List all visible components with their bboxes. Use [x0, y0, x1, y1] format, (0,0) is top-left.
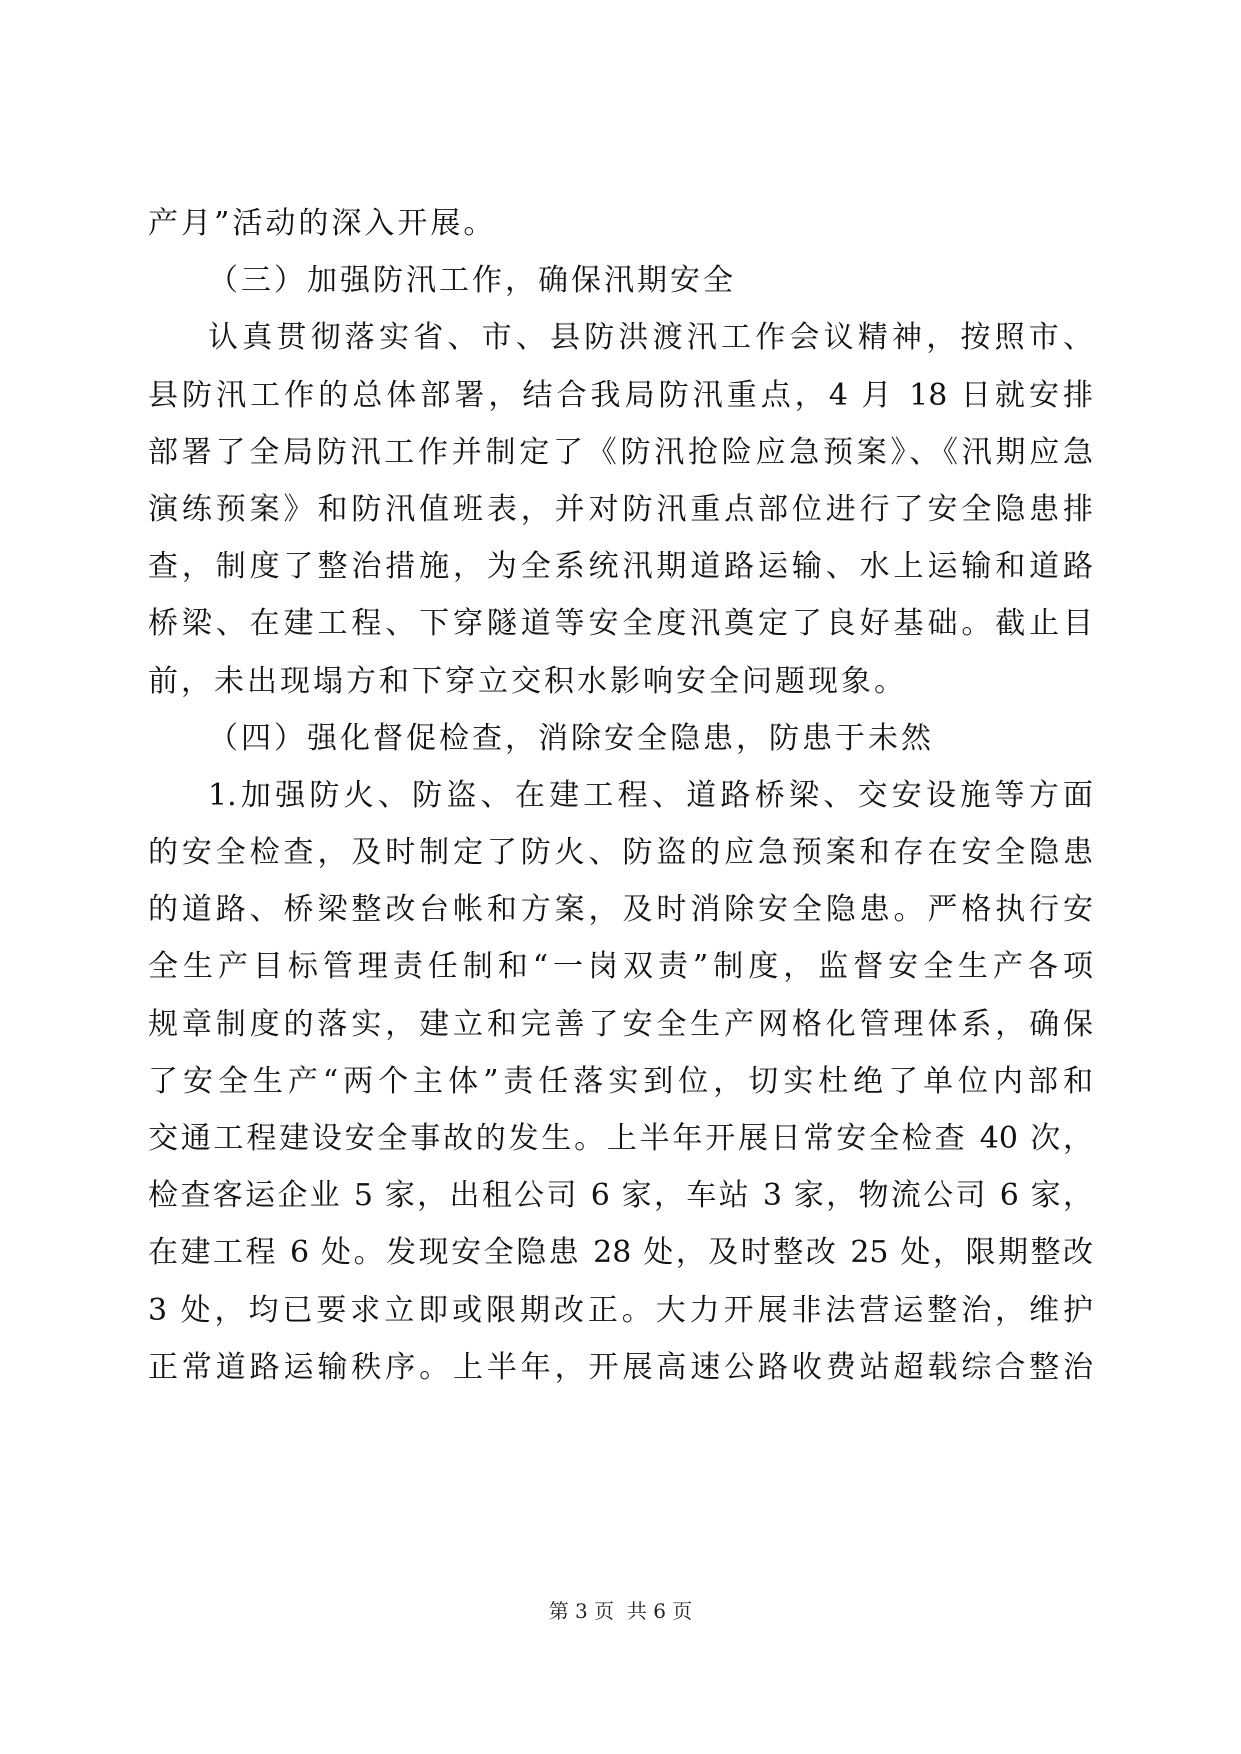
text-line: 的安全检查，及时制定了防火、防盗的应急预案和存在安全隐患: [148, 835, 1093, 871]
text-line: 检查客运企业 5 家，出租公司 6 家，车站 3 家，物流公司 6 家，: [148, 1178, 1093, 1214]
text-line: 规章制度的落实，建立和完善了安全生产网格化管理体系，确保: [148, 1006, 1093, 1042]
text-line: 的道路、桥梁整改台帐和方案，及时消除安全隐患。严格执行安: [148, 892, 1093, 928]
text-line: 产月”活动的深入开展。: [148, 206, 497, 241]
text-line: 3 处，均已要求立即或限期改正。大力开展非法营运整治，维护: [148, 1292, 1093, 1328]
document-body: [148, 195, 1093, 1396]
text-line: （三）加强防汛工作，确保汛期安全: [208, 263, 736, 299]
page-number: 第 3 页 共 6 页: [548, 1599, 693, 1623]
text-line: 交通工程建设安全事故的发生。上半年开展日常安全检查 40 次，: [148, 1121, 1093, 1156]
text-line: （四）强化督促检查，消除安全隐患，防患于未然: [208, 720, 934, 756]
text-line: 桥梁、在建工程、下穿隧道等安全度汛奠定了良好基础。截止目: [148, 606, 1093, 642]
text-line: 部署了全局防汛工作并制定了《防汛抢险应急预案》、《汛期应急: [148, 434, 1093, 470]
text-line: 全生产目标管理责任制和“一岗双责”制度，监督安全生产各项: [148, 949, 1093, 985]
text-line: 1.加强防火、防盗、在建工程、道路桥梁、交安设施等方面: [208, 777, 1093, 813]
text-line: 在建工程 6 处。发现安全隐患 28 处，及时整改 25 处，限期整改: [148, 1235, 1093, 1271]
text-line: 认真贯彻落实省、市、县防洪渡汛工作会议精神，按照市、: [208, 320, 1093, 356]
text-line: 县防汛工作的总体部署，结合我局防汛重点，4 月 18 日就安排: [148, 377, 1093, 413]
text-line: 了安全生产“两个主体”责任落实到位，切实杜绝了单位内部和: [148, 1063, 1093, 1099]
text-line: 前，未出现塌方和下穿立交积水影响安全问题现象。: [148, 663, 907, 699]
text-line: 正常道路运输秩序。上半年，开展高速公路收费站超载综合整治: [148, 1349, 1093, 1385]
page-footer: [0, 1596, 1241, 1626]
text-line: 演练预案》和防汛值班表，并对防汛重点部位进行了安全隐患排: [148, 491, 1093, 527]
text-line: 查，制度了整治措施，为全系统汛期道路运输、水上运输和道路: [148, 549, 1093, 585]
